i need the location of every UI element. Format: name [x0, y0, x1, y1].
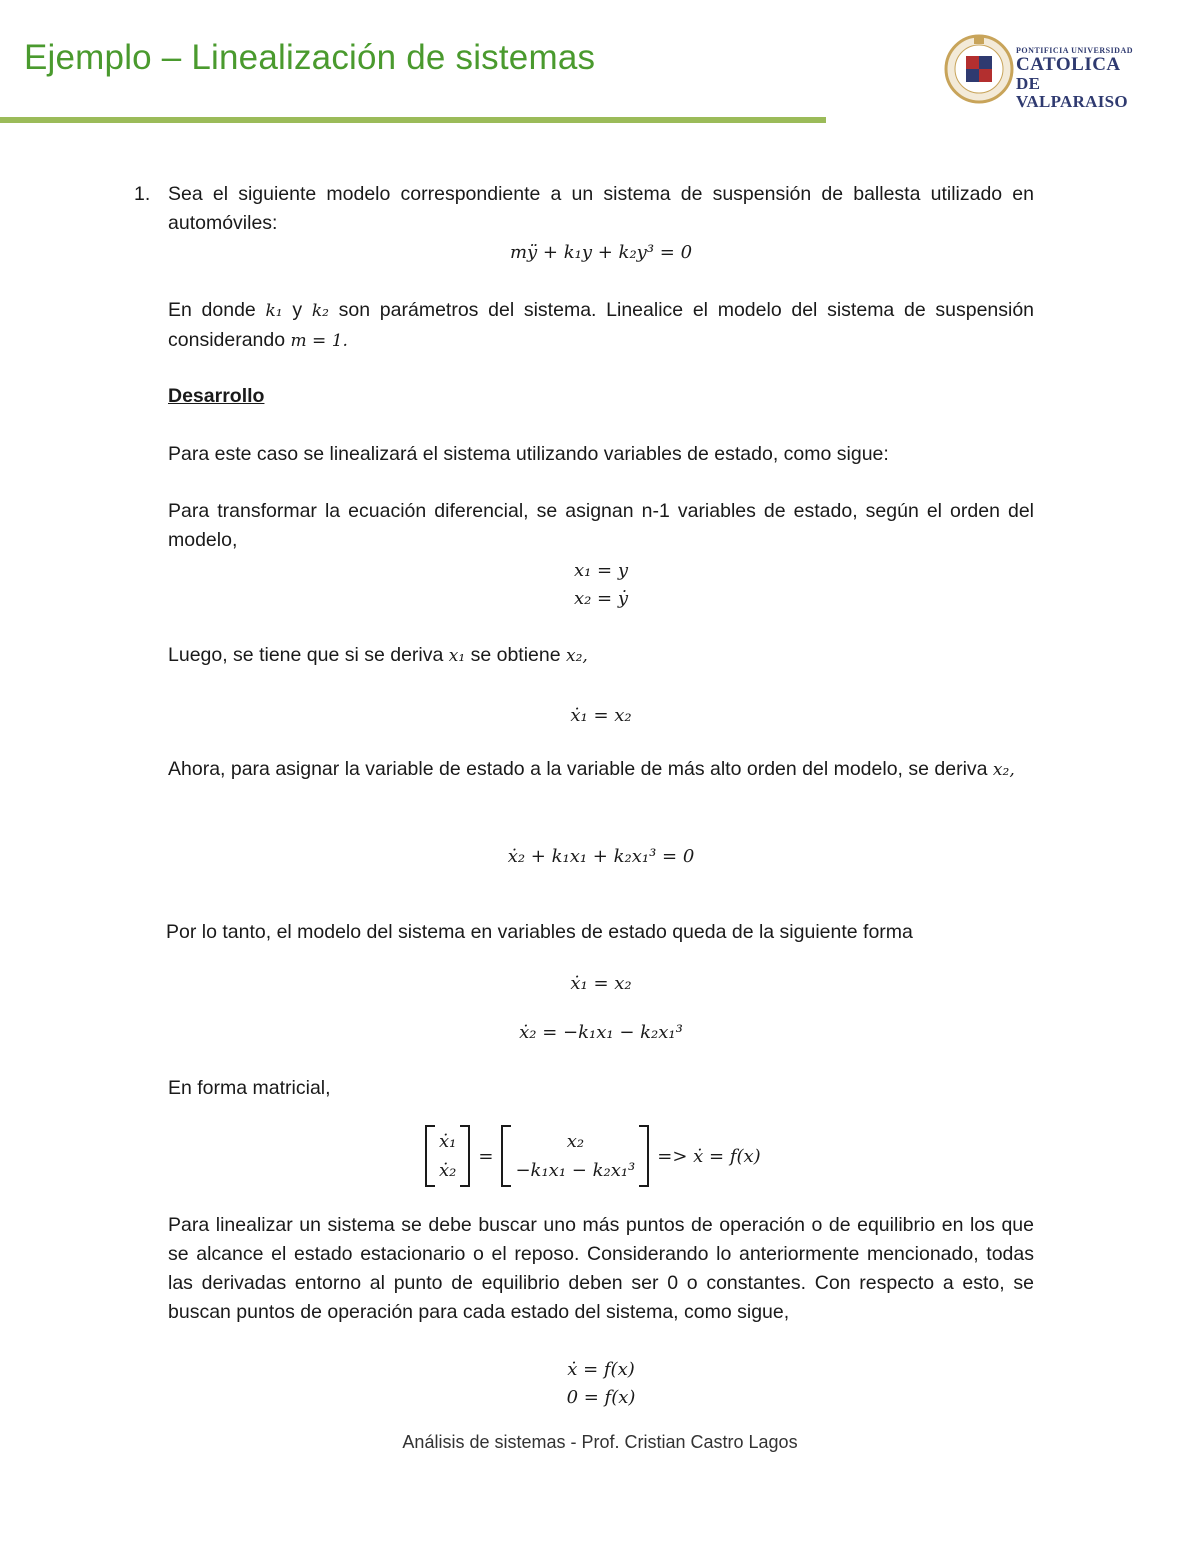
equation-state-2: ẋ₂ = −k₁x₁ − k₂x₁³ [519, 1022, 683, 1043]
statement-part-b: y [292, 299, 303, 321]
p3-x1: x₁ [448, 646, 466, 666]
logo-line-3: DE VALPARAISO [1016, 74, 1128, 111]
paragraph-2: Para transformar la ecuación diferencial, se asignan n-1 variables de estado, según el orden del modelo, [168, 500, 1034, 551]
right-bracket [639, 1125, 649, 1187]
paragraph-4 [168, 755, 1034, 785]
section-heading: Desarrollo [168, 385, 265, 407]
left-bracket [501, 1125, 511, 1187]
p3-part-b: se obtiene [470, 644, 561, 666]
equation-x2: x₂ = ẏ [573, 588, 629, 609]
statement-k2: k₂ [311, 301, 329, 321]
lhs-top: ẋ₁ [439, 1131, 457, 1152]
statement-part-a: En donde [168, 299, 256, 321]
paragraph-1: Para este caso se linealizará el sistema utilizando variables de estado, como sigue: [168, 443, 889, 465]
equation-x1: x₁ = y [573, 560, 629, 581]
equation-x1-dot: ẋ₁ = x₂ [570, 705, 632, 726]
page-footer: Análisis de sistemas - Prof. Cristian Castro Lagos [402, 1432, 798, 1452]
page-title: Ejemplo – Linealización de sistemas [24, 38, 596, 77]
paragraph-7: Para linealizar un sistema se debe buscar uno más puntos de operación o de equilibrio en los que se alcance el estado estacionario o el reposo. Considerando lo anteriormente mencionado, todas las derivadas entorno al punto de equilibrio deben ser 0 o constantes. Con respecto a esto, se buscan puntos de operación para cada estado del sistema, como sigue, [168, 1214, 1034, 1323]
rhs-vector [511, 1127, 639, 1185]
logo-line-2: CATOLICA [1016, 54, 1121, 75]
equation-state-1: ẋ₁ = x₂ [570, 973, 632, 994]
problem-equation: mÿ + k₁y + k₂y³ = 0 [509, 242, 693, 263]
paragraph-5: Por lo tanto, el modelo del sistema en variables de estado queda de la siguiente forma [166, 921, 913, 943]
statement-k1: k₁ [265, 301, 283, 321]
header-divider [0, 117, 826, 123]
lhs-bottom: ẋ₂ [439, 1160, 457, 1181]
paragraph-3 [168, 641, 1034, 671]
p3-part-a: Luego, se tiene que si se deriva [168, 644, 444, 666]
p3-x2: x₂, [566, 646, 588, 666]
matrix-implies: => ẋ = f(x) [657, 1145, 761, 1167]
equation-model: ẋ₂ + k₁x₁ + k₂x₁³ = 0 [507, 846, 695, 867]
university-seal-icon [944, 30, 1014, 108]
right-bracket [460, 1125, 470, 1187]
rhs-top: x₂ [566, 1131, 585, 1152]
lhs-vector [435, 1127, 460, 1185]
university-logo [944, 30, 1154, 111]
statement-part-c: son parámetros del sistema. Linealice el modelo del sistema de suspensión considerando [168, 299, 1035, 351]
rhs-bottom: −k₁x₁ − k₂x₁³ [515, 1160, 636, 1181]
equation-f1: ẋ = f(x) [567, 1359, 635, 1380]
list-number: 1. [134, 183, 151, 205]
problem-intro: Sea el siguiente modelo correspondiente a un sistema de suspensión de ballesta utilizado en automóviles: [168, 183, 1034, 234]
p4-part-a: Ahora, para asignar la variable de estado a la variable de más alto orden del modelo, se deriva [168, 758, 988, 780]
logo-text [1016, 46, 1154, 111]
logo-line-1: PONTIFICIA UNIVERSIDAD [1016, 46, 1134, 55]
p4-x2: x₂, [992, 760, 1015, 780]
paragraph-6: En forma matricial, [168, 1077, 331, 1099]
matrix-equals: = [478, 1145, 494, 1167]
equation-f2: 0 = f(x) [566, 1387, 636, 1408]
left-bracket [425, 1125, 435, 1187]
matrix-equation [168, 1124, 1034, 1188]
statement-m: m = 1. [290, 331, 348, 351]
problem-statement [168, 296, 1034, 356]
